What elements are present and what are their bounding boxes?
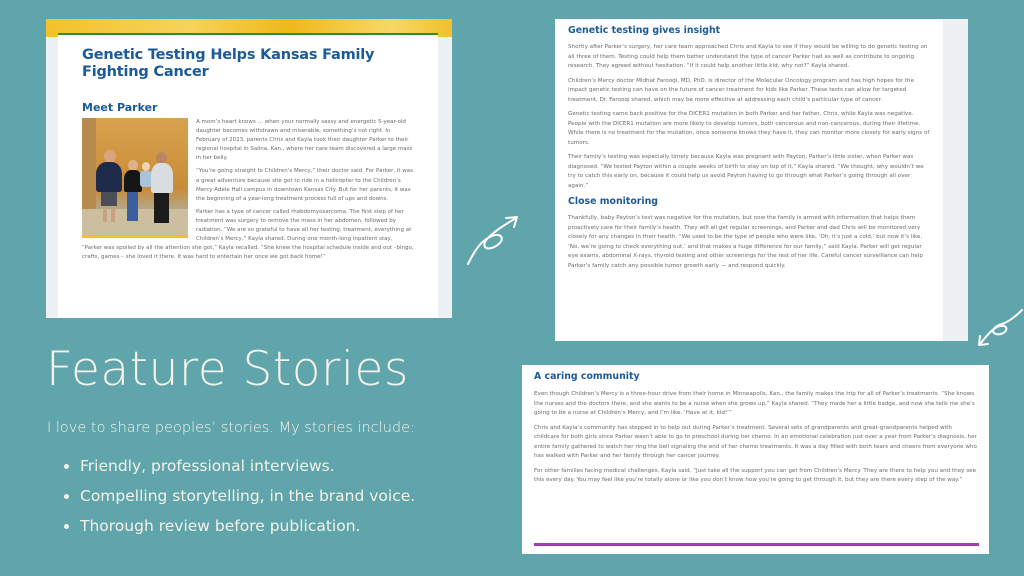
article-paragraph: Even though Children’s Mercy is a three-hour drive from their home in Minneapolis, Kan., the family makes the trip for all of Parker’s treatments. “She knows the nurses and the doctors there, and she wants to be a nurse when she grows up,” Kayla shared. “They made her a little badge, and now she tells me she’s going to be a nurse at Children’s Mercy, and I’m like, ‘Have at it, kid!’” bbox=[534, 391, 975, 416]
section-heading: Genetic testing gives insight bbox=[568, 25, 721, 36]
green-divider bbox=[58, 33, 438, 35]
feature-list-item: Friendly, professional interviews. bbox=[64, 456, 415, 476]
family-photo bbox=[82, 118, 188, 238]
article-paragraph: “You’re going straight to Children’s Mercy,” their doctor said. For Parker, it was a great adventure because she got to ride in a helicopter to the Children’s Mercy Adele Hall campus in downtown Kansas City. But for her parents, it was the beginning of a year-long treatment process full of ups and downs. bbox=[196, 168, 414, 202]
article-paragraph: Chris and Kayla’s community has stepped in to help out during Parker’s treatment. Several sets of grandparents and great-grandparents helped with childcare for both girls since Parker wasn’t able to go to preschool during her chemo. In an emotional celebration just over a year from Parker’s diagnosis, her entire family gathered to watch her ring the bell signaling the end of her chemo treatments. It was a day filled with both tears and cheers from everyone who has walked with Parker and her family through her cancer journey. bbox=[534, 424, 977, 459]
article-paragraph: For other families facing medical challenges, Kayla said, “Just take all the support you can get from Children’s Mercy. They are there to help you and they see this every day. You may feel like you’re totally alone or like you don’t know how you’re going to get through it, but they are there every step of the way.” bbox=[534, 467, 977, 483]
article-paragraph: Their family’s testing was especially timely because Kayla was pregnant with Payton, Parker’s little sister, when Parker was diagnosed. “We tested Payton within a couple weeks of birth to stay on top of it,” Kayla shared. “We thought, why wouldn’t we try to catch this early on, because it could help us avoid Payton having to go through what Parker’s going through all over again.” bbox=[568, 154, 924, 189]
section-heading: A caring community bbox=[534, 371, 640, 382]
article-2-body bbox=[555, 19, 943, 341]
purple-divider bbox=[534, 543, 979, 546]
article-subheading: Meet Parker bbox=[82, 101, 158, 114]
article-screenshot-1 bbox=[46, 19, 452, 318]
curly-arrow-down-left-icon bbox=[976, 306, 1024, 354]
article-paragraph: Parker has a type of cancer called rhabdomyosarcoma. The first step of her treatment was surgery to remove the mass in her abdomen, followed by radiation. “We are so grateful to have all her testing, treatment, everything at Children’s Mercy,” Kayla shared. During one month-long inpatient stay, “Parker was spoiled by all the attention she got,” Kayla recalled. “She knew the hospital schedule inside and out –bingo, crafts, games – she loved it there. It was hard to entertain her once we got back home!” bbox=[82, 208, 414, 261]
section-heading: Close monitoring bbox=[568, 196, 658, 207]
article-paragraph: Shortly after Parker’s surgery, her care team approached Chris and Kayla to see if they would be willing to do genetic testing on all three of them. Testing could help them better understand the type of cancer Parker had as well as contribute to ongoing research. They agreed without hesitation. “If it could help another little kid, why not?” Kayla shared. bbox=[568, 44, 928, 69]
article-title: Genetic Testing Helps Kansas Family Fighting Cancer bbox=[82, 47, 375, 80]
article-paragraph: A mom’s heart knows … when your normally sassy and energetic 5-year-old daughter becomes withdrawn and miserable, something’s not right. In February of 2023, parents Chris and Kayla took their daughter Parker to their regional hospital in Salina, Kan., where her care team discovered a large mass in her belly. bbox=[196, 119, 413, 162]
article-screenshot-3 bbox=[522, 365, 989, 554]
article-paragraph: Thankfully, baby Payton’s test was negative for the mutation, but now the family is armed with information that helps them proactively care for their family’s health. They will all get regular screenings, and Parker and dad Chris will be monitored very closely for any changes in their health. “We used to be the type of people who were like, ‘Oh, it’s just a cold,’ but now it’s like, ‘No, we’re going to check everything out,’ and that makes a huge difference for our family,” said Kayla. Parker will get regular eye exams, abdominal X-rays, thyroid testing and other screenings for the rest of her life. Careful cancer surveillance can help Parker’s family catch any possible tumor growth early — and respond quickly. bbox=[568, 215, 923, 269]
article-paragraph: Genetic testing came back positive for the DICER1 mutation in both Parker and her father, Chris, while Kayla was negative. People with the DICER1 mutation are more likely to develop tumors, both cancerous and non-cancerous, during their lifetime. While there is no treatment for the mutation, once someone knows they have it, they can monitor more closely for early signs of tumors. bbox=[568, 111, 930, 146]
feature-stories-title: Feature Stories bbox=[46, 342, 409, 397]
intro-text: I love to share peoples’ stories. My stories include: bbox=[47, 420, 415, 436]
feature-list-item: Compelling storytelling, in the brand voice. bbox=[64, 486, 415, 506]
article-1-body bbox=[58, 35, 438, 318]
article-paragraph: Children’s Mercy doctor Midhat Farooqi, MD, PhD, is director of the Molecular Oncology program and has high hopes for the impact genetic testing can have on the future of cancer treatment for kids like Parker. These tests can allow for targeted treatment, Dr. Farooqi shared, which may be more effective at addressing each child’s particular type of cancer. bbox=[568, 77, 915, 103]
article-screenshot-2 bbox=[555, 19, 968, 341]
curly-arrow-up-right-icon bbox=[462, 210, 522, 270]
feature-list-item: Thorough review before publication. bbox=[64, 516, 415, 536]
feature-list bbox=[64, 456, 415, 546]
